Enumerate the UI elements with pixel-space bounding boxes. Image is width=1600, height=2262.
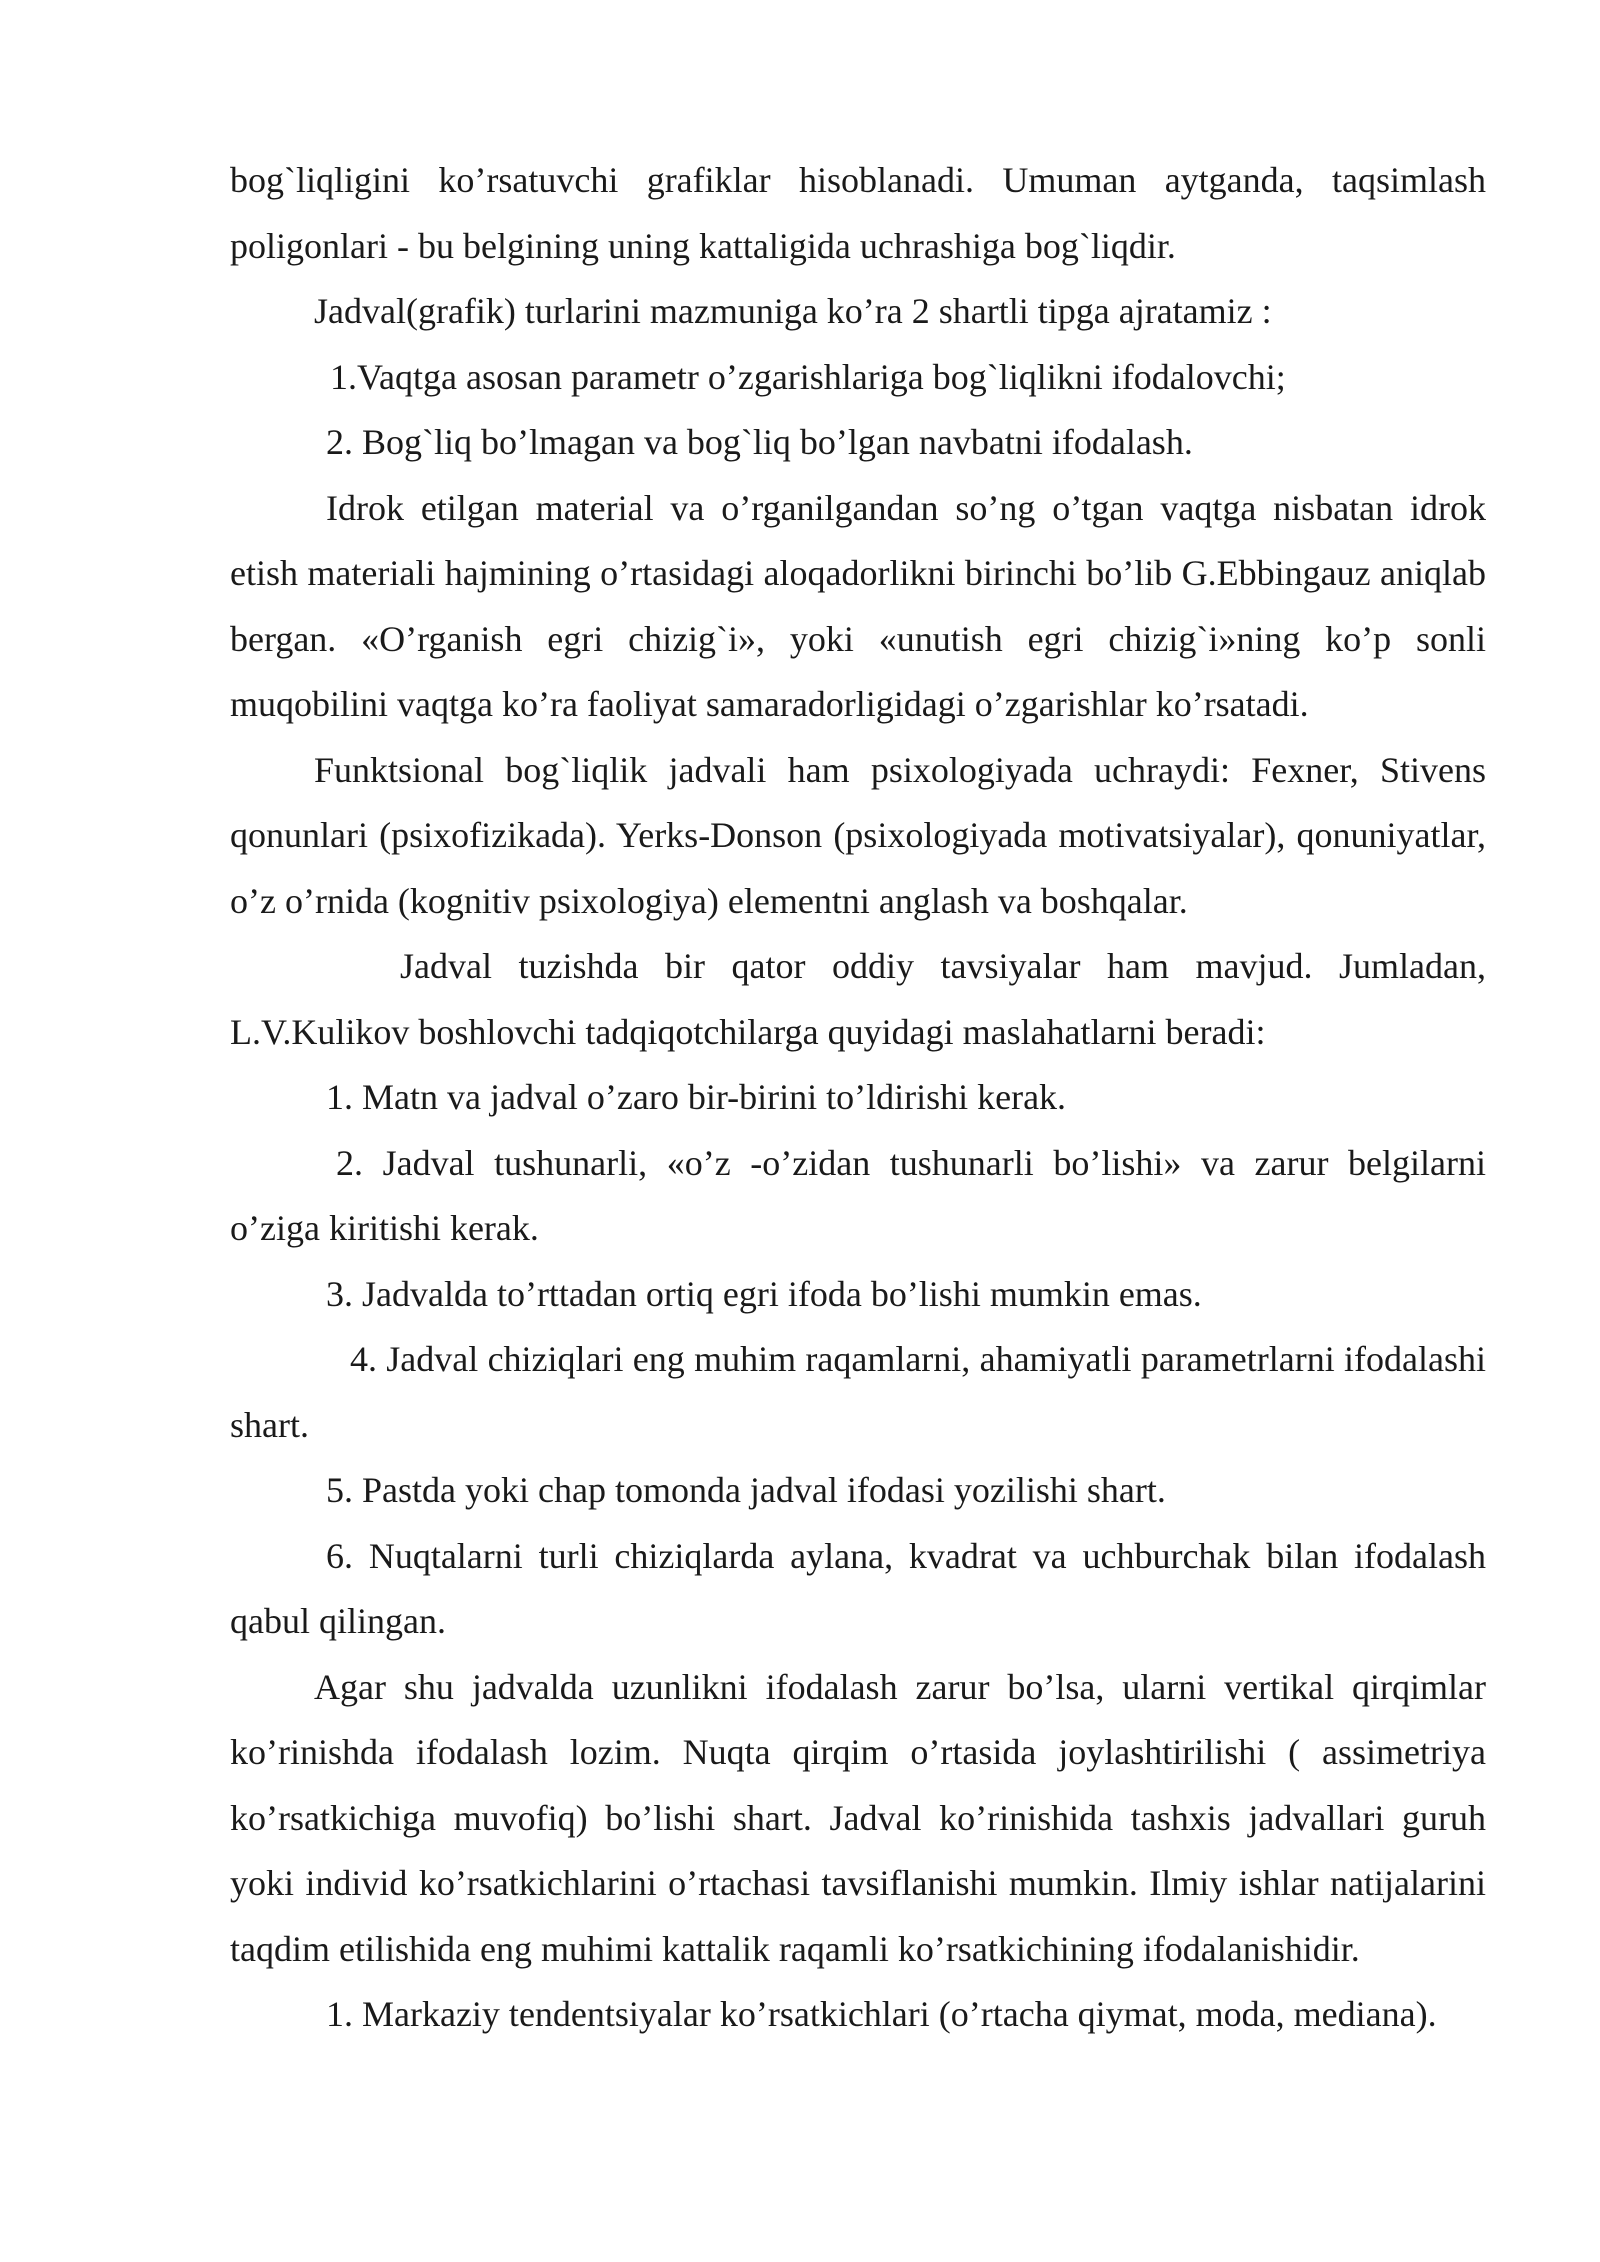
list-item-type-1: 1.Vaqtga asosan parametr o’zgarishlariga bog`liqlikni ifodalovchi; (330, 356, 1286, 397)
paragraph-vertical-cuts: Agar shu jadvalda uzunlikni ifodalash zarur bo’lsa, ularni vertikal qirqimlar ko’rinishda ifodalash lozim. Nuqta qirqim o’rtasida joylashtirilishi ( assimetriya ko’rsatkichiga muvofiq) bo’lishi shart. Jadval ko’rinishida tashxis jadvallari guruh yoki individ ko’rsatkichlarini o’rtachasi tavsiflanishi mumkin. Ilmiy ishlar natijalarini taqdim etilishida eng muhimi kattalik raqamli ko’rsatkichining ifodalanishidir. (230, 1666, 1486, 1969)
list-item-rec-4: 4. Jadval chiziqlari eng muhim raqamlarni, ahamiyatli parametrlarni ifodalashi shart. (230, 1339, 1486, 1445)
paragraph-recommendations: Jadval tuzishda bir qator oddiy tavsiyalar ham mavjud. Jumladan, L.V.Kulikov boshlovchi tadqiqotchilarga quyidagi maslahatlarni beradi: (230, 946, 1486, 1052)
paragraph-table-types: Jadval(grafik) turlarini mazmuniga ko’ra 2 shartli tipga ajratamiz : (314, 291, 1272, 331)
list-item-rec-5: 5. Pastda yoki chap tomonda jadval ifodasi yozilishi shart. (326, 1470, 1166, 1510)
paragraph-functional: Funktsional bog`liqlik jadvali ham psixologiyada uchraydi: Fexner, Stivens qonunlari (psixofizikada). Yerks-Donson (psixologiyada motivatsiyalar), qonuniyatlar, o’z o’rnida (kognitiv psixologiya) elementni anglash va boshqalar. (230, 749, 1486, 921)
list-item-rec-2: 2. Jadval tushunarli, «o’z -o’zidan tushunarli bo’lishi» va zarur belgilarni o’ziga kiritishi kerak. (230, 1142, 1486, 1248)
paragraph-ebbingaus: Idrok etilgan material va o’rganilgandan so’ng o’tgan vaqtga nisbatan idrok etish materiali hajmining o’rtasidagi aloqadorlikni birinchi bo’lib G.Ebbingauz aniqlab bergan. «O’rganish egri chizig`i», yoki «unutish egri chizig`i»ning ko’p sonli muqobilini vaqtga ko’ra faoliyat samaradorligidagi o’zgarishlar ko’rsatadi. (230, 487, 1486, 724)
body-text (230, 148, 1486, 2048)
paragraph-graphs-intro: bog`liqligini ko’rsatuvchi grafiklar hisoblanadi. Umuman aytganda, taqsimlash poligonlari - bu belgining uning kattaligida uchrashiga bog`liqdir. (230, 160, 1486, 266)
list-item-central-tendency: 1. Markaziy tendentsiyalar ko’rsatkichlari (o’rtacha qiymat, moda, mediana). (326, 1994, 1437, 2034)
list-item-rec-3: 3. Jadvalda to’rttadan ortiq egri ifoda bo’lishi mumkin emas. (326, 1273, 1202, 1314)
list-item-rec-6: 6. Nuqtalarni turli chiziqlarda aylana, kvadrat va uchburchak bilan ifodalash qabul qilingan. (230, 1535, 1486, 1641)
list-item-type-2: 2. Bog`liq bo’lmagan va bog`liq bo’lgan navbatni ifodalash. (326, 422, 1193, 462)
list-item-rec-1: 1. Matn va jadval o’zaro bir-birini to’ldirishi kerak. (326, 1077, 1067, 1117)
